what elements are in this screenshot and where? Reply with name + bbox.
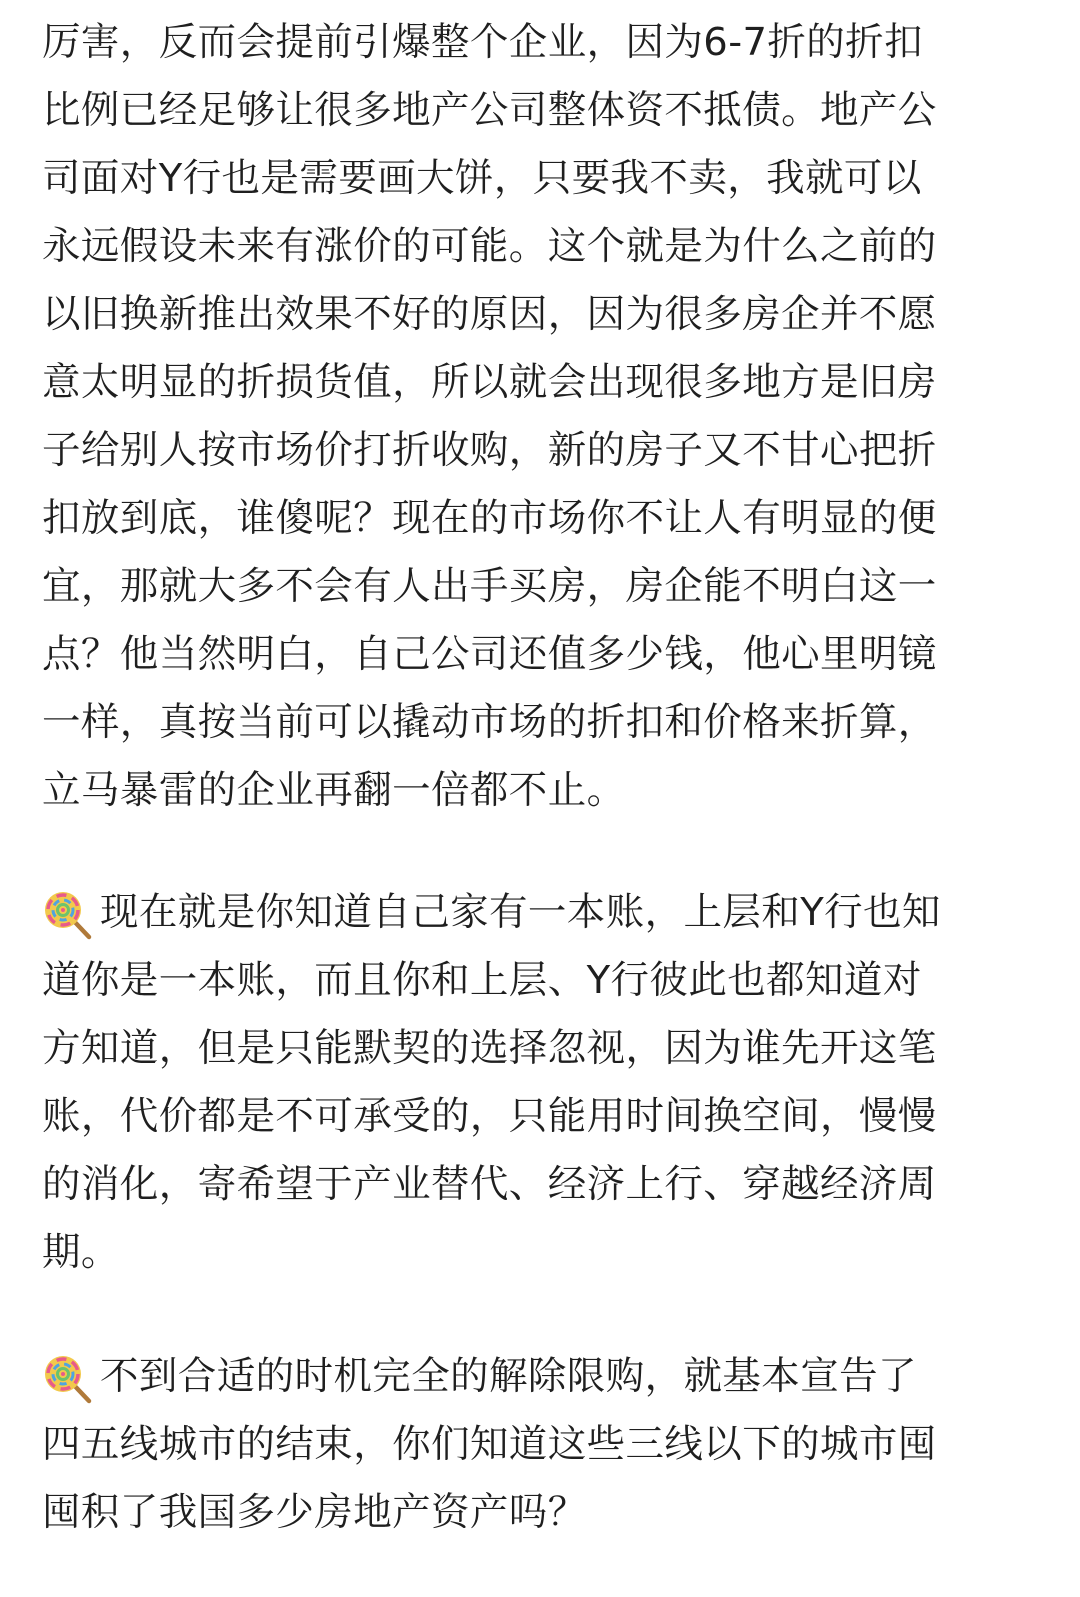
text-line: 期。 (42, 1230, 120, 1275)
text-line: 不到合适的时机完全的解除限购，就基本宣告了 (100, 1354, 917, 1399)
text-line: 扣放到底，谁傻呢？现在的市场你不让人有明显的便 (42, 496, 937, 541)
text-line: 点？他当然明白，自己公司还值多少钱，他心里明镜 (42, 632, 937, 677)
lollipop-icon (42, 888, 94, 940)
text-line: 宜，那就大多不会有人出手买房，房企能不明白这一 (42, 564, 937, 609)
text-line: 账，代价都是不可承受的，只能用时间换空间，慢慢 (42, 1094, 937, 1139)
text-line: 以旧换新推出效果不好的原因，因为很多房企并不愿 (42, 292, 937, 337)
text-line: 子给别人按市场价打折收购，新的房子又不甘心把折 (42, 428, 937, 473)
text-line: 的消化，寄希望于产业替代、经济上行、穿越经济周 (42, 1162, 937, 1207)
text-line: 四五线城市的结束，你们知道这些三线以下的城市囤 (42, 1422, 937, 1467)
text-line: 意太明显的折损货值，所以就会出现很多地方是旧房 (42, 360, 937, 405)
text-line: 厉害，反而会提前引爆整个企业，因为6-7折的折扣 (42, 20, 923, 65)
text-line: 道你是一本账，而且你和上层、Y行彼此也都知道对 (42, 958, 922, 1003)
text-line: 囤积了我国多少房地产资产吗？ (42, 1490, 587, 1535)
text-line: 方知道，但是只能默契的选择忽视，因为谁先开这笔 (42, 1026, 937, 1071)
text-line: 一样，真按当前可以撬动市场的折扣和价格来折算， (42, 700, 937, 745)
text-line: 立马暴雷的企业再翻一倍都不止。 (42, 768, 626, 813)
text-line: 比例已经足够让很多地产公司整体资不抵债。地产公 (42, 88, 937, 133)
text-line: 永远假设未来有涨价的可能。这个就是为什么之前的 (42, 224, 937, 269)
text-line: 现在就是你知道自己家有一本账，上层和Y行也知 (100, 890, 941, 935)
lollipop-icon (42, 1352, 94, 1404)
text-line: 司面对Y行也是需要画大饼，只要我不卖，我就可以 (42, 156, 922, 201)
